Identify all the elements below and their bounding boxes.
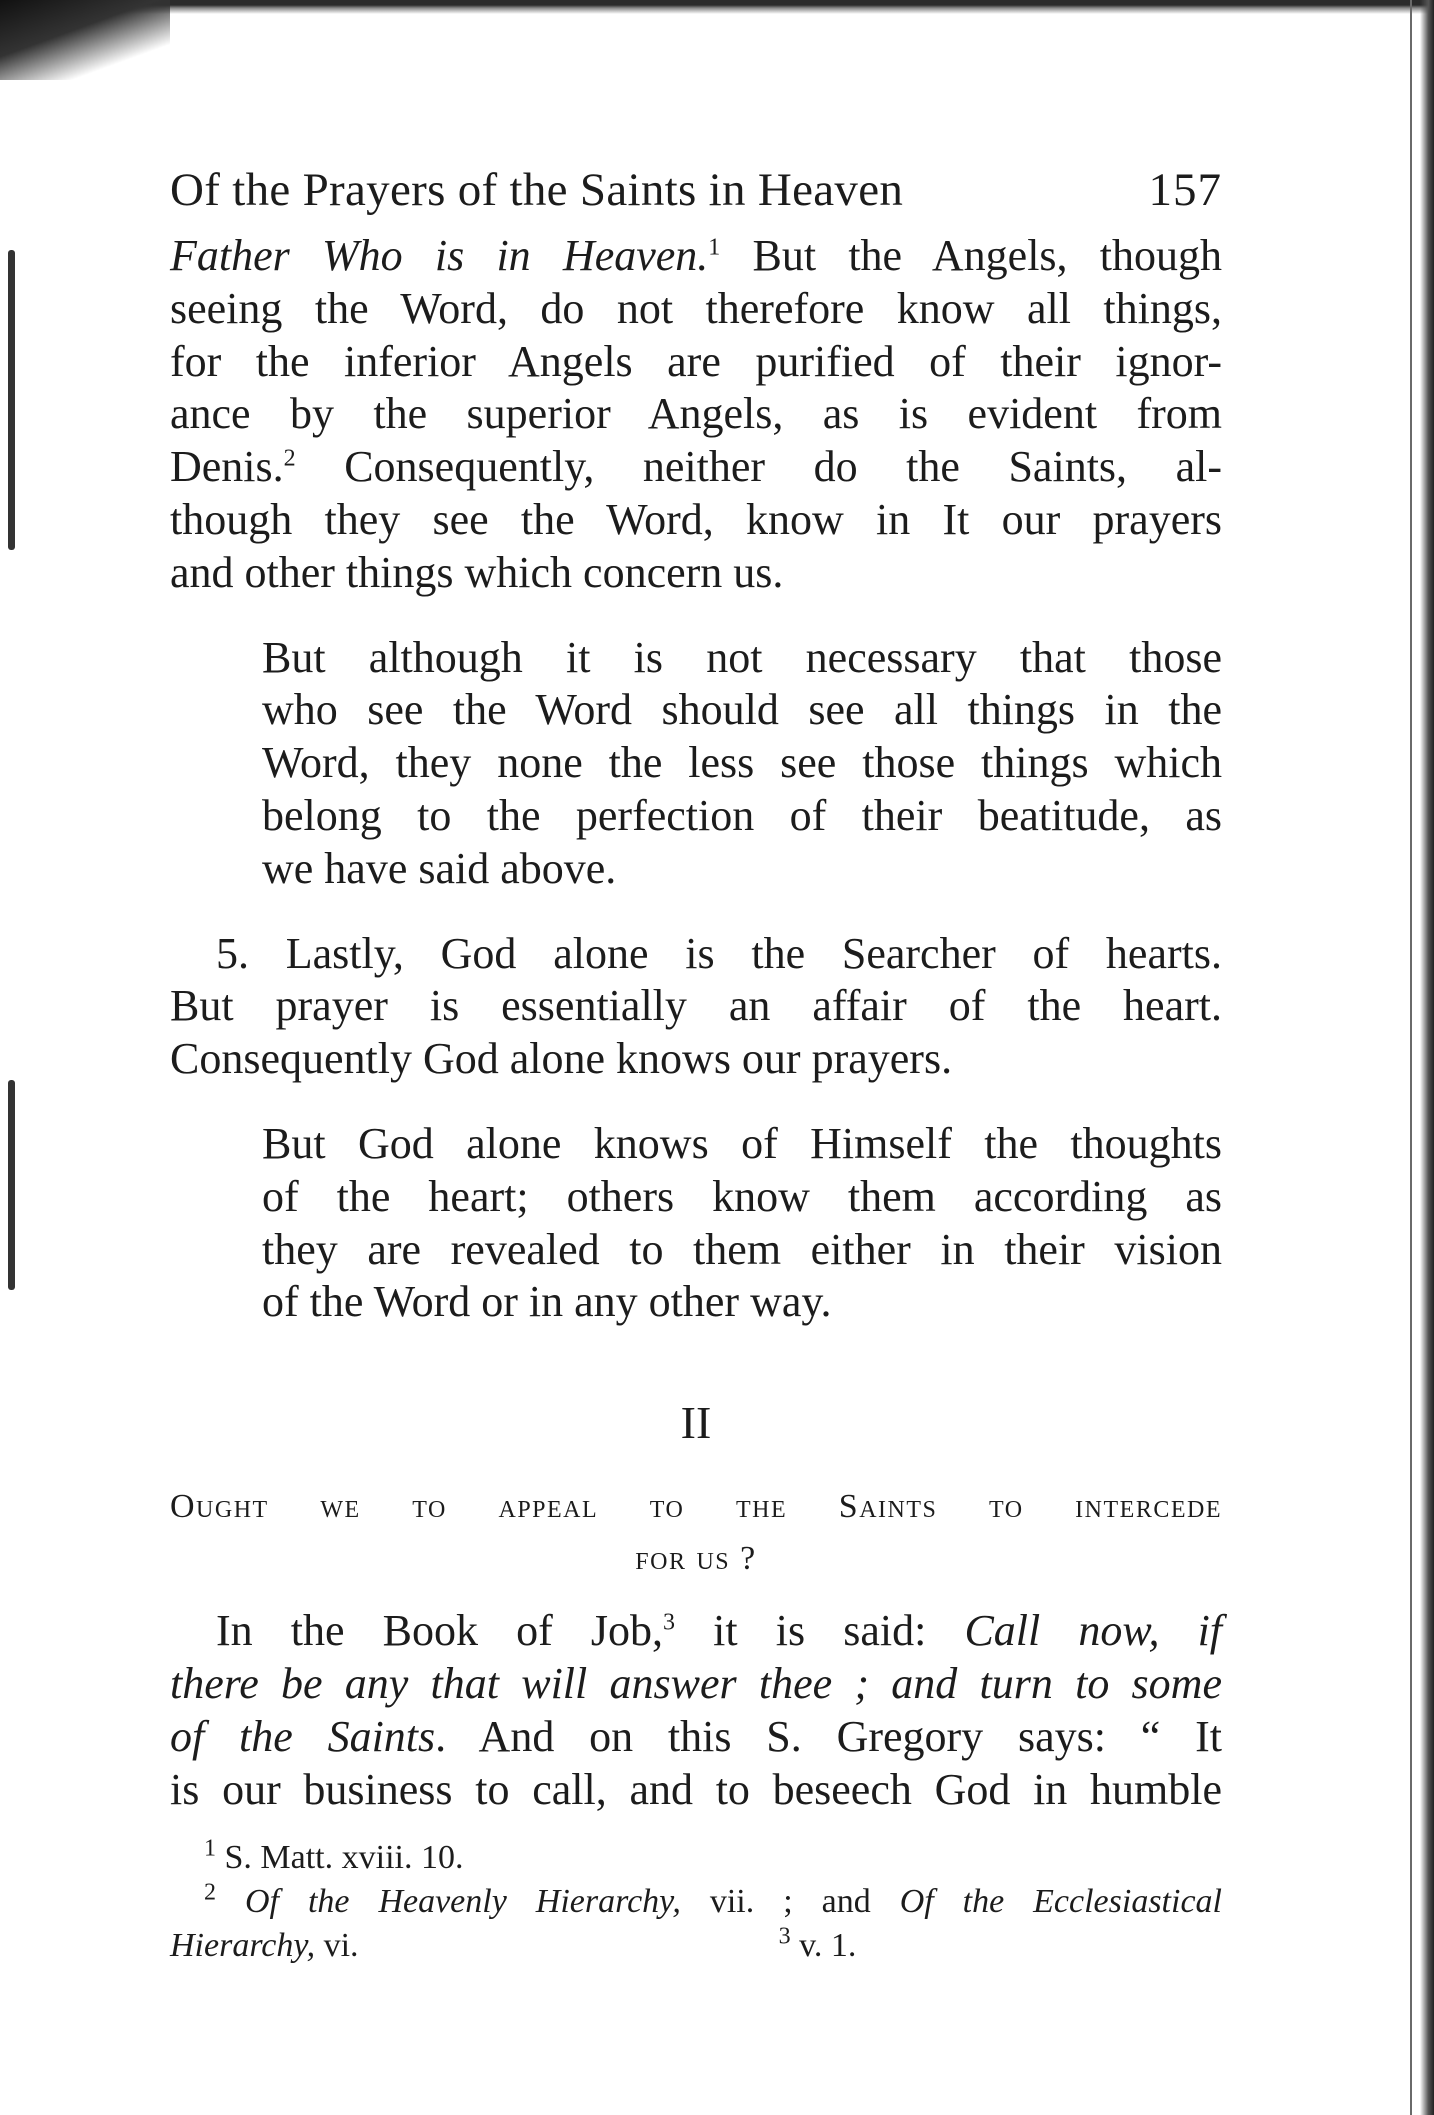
text-line: though they see the Word, know in It our prayers [170, 494, 1222, 544]
scan-left-mark [8, 1080, 15, 1290]
text-line [170, 1605, 1222, 1658]
footnote-italic: Hierarchy, [170, 1927, 316, 1965]
footnote-number: 3 [778, 1924, 791, 1950]
text-line: we have said above. [262, 843, 617, 893]
book-page [170, 150, 1222, 1968]
text-line [170, 1658, 1222, 1711]
text-line: But God alone knows of Himself the thoughts [262, 1118, 1222, 1168]
text-line: and other things which concern us. [170, 547, 784, 597]
text-run: Denis. [170, 442, 284, 492]
section-number: II [680, 1397, 712, 1449]
scan-right-line [1410, 0, 1412, 2115]
text-line: of the Word or in any other way. [262, 1277, 832, 1327]
footnote-ref: 3 [663, 1609, 676, 1636]
text-run: . And on this S. Gregory says: “ It [435, 1711, 1223, 1761]
section-title-line: Ought we to appeal to the Saints to intercede [170, 1488, 1222, 1526]
text-line: But prayer is essentially an affair of the heart. [170, 981, 1222, 1031]
text-line: belong to the perfection of their beatitude, as [262, 790, 1222, 840]
paragraph-2 [262, 632, 1222, 896]
scan-corner-shadow [0, 0, 170, 80]
text-line: 5. Lastly, God alone is the Searcher of hearts. [216, 928, 1222, 978]
text-line: Word, they none the less see those things which [262, 738, 1222, 788]
scan-top-edge [0, 0, 1434, 14]
text-line: they are revealed to them either in their vision [262, 1224, 1222, 1274]
footnote-italic: Of the Heavenly Hierarchy, [216, 1883, 681, 1921]
paragraph-4 [262, 1118, 1222, 1329]
footnote-ref: 1 [708, 234, 721, 261]
paragraph-3 [170, 928, 1222, 1086]
footnote-italic: Of the Ecclesiastical [899, 1883, 1222, 1921]
footnote-2-cont [170, 1924, 1222, 1968]
section-title-line: for us ? [635, 1540, 757, 1578]
text-line: But although it is not necessary that those [262, 632, 1222, 682]
text-run: But the Angels, though [720, 231, 1222, 280]
footnote-text: S. Matt. xviii. 10. [216, 1839, 464, 1877]
running-head [170, 150, 1222, 230]
italic-phrase: of the Saints [170, 1711, 436, 1761]
footnote-1 [170, 1836, 1222, 1880]
text-run: it is said: [675, 1606, 965, 1656]
footnote-number: 2 [204, 1880, 216, 1906]
footnotes [170, 1836, 1222, 1968]
text-line [170, 441, 1222, 494]
text-line: of the heart; others know them according as [262, 1171, 1222, 1221]
paragraph-1 [170, 230, 1222, 600]
text-line: Consequently God alone knows our prayers. [170, 1034, 953, 1084]
text-line: ance by the superior Angels, as is evident from [170, 389, 1222, 439]
text-run: In the Book of Job, [216, 1606, 664, 1656]
footnote-2 [170, 1880, 1222, 1924]
text-line [170, 230, 1222, 283]
footnote-ref: 2 [283, 445, 296, 472]
italic-phrase: Call now, if [964, 1606, 1223, 1656]
italic-phrase: Father Who is in Heaven. [170, 231, 709, 280]
text-line: is our business to call, and to beseech God in humble [170, 1764, 1222, 1814]
text-line: who see the Word should see all things in the [262, 685, 1222, 735]
scan-left-mark [8, 250, 15, 550]
text-line: for the inferior Angels are purified of their ignor- [170, 336, 1222, 386]
running-head-title: Of the Prayers of the Saints in Heaven [170, 164, 904, 216]
footnote-text: v. 1. [790, 1927, 857, 1965]
footnote-3 [779, 1924, 857, 1968]
text-line: seeing the Word, do not therefore know all things, [170, 283, 1222, 333]
footnote-text [170, 1924, 359, 1968]
paragraph-5 [170, 1605, 1222, 1816]
page-number: 157 [1148, 164, 1222, 216]
scan-right-edge [1420, 0, 1434, 2115]
section-title [170, 1481, 1222, 1585]
text-run: Consequently, neither do the Saints, al- [295, 442, 1222, 492]
footnote-text: vii. ; and [680, 1883, 900, 1921]
footnote-number: 1 [204, 1836, 216, 1862]
footnote-text: vi. [315, 1927, 359, 1965]
text-line [170, 1711, 1222, 1764]
italic-phrase: there be any that will answer thee ; and turn to some [170, 1658, 1222, 1708]
